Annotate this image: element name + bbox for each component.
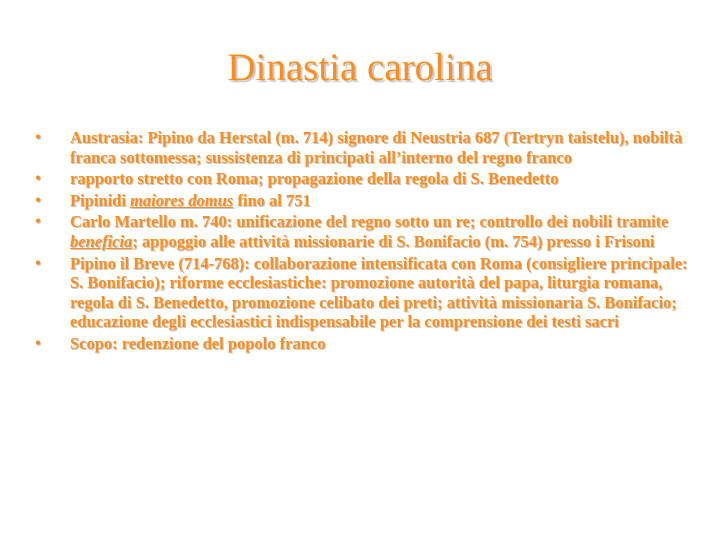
bullet-text: Pipinidi: [70, 190, 131, 210]
bullet-text: Pipino il Breve (714-768): collaborazione intensificata con Roma (consigliere principale: S. Bonifacio); riforme ecclesiastiche: promozione autorità del papa, liturgia romana, regola di S. Benedetto, promozione celibato dei preti; attività missionaria S. Bonifacio; educazione degli ecclesiastici indispensabile per la comprensione dei testi sacri: [70, 253, 688, 332]
bullet-item: [28, 128, 692, 167]
bullet-dot-icon: •: [35, 254, 41, 272]
bullet-item: [28, 334, 692, 354]
bullet-dot-icon: •: [35, 191, 41, 209]
bullet-dot-icon: •: [35, 170, 41, 188]
bullet-text: rapporto stretto con Roma; propagazione della regola di S. Benedetto: [70, 169, 559, 189]
bullet-list: [28, 128, 692, 356]
bullet-dot-icon: •: [35, 334, 41, 352]
bullet-text: Scopo: redenzione del popolo franco: [70, 333, 326, 353]
bullet-dot-icon: •: [35, 213, 41, 231]
bullet-text: Austrasia: Pipino da Herstal (m. 714) signore di Neustria 687 (Tertryn taistelu), nobiltà franca sottomessa; sussistenza di principati all’interno del regno franco: [70, 128, 683, 167]
bullet-item: [28, 191, 692, 211]
bullet-item: [28, 254, 692, 332]
bullet-item: [28, 212, 692, 251]
bullet-text: ; appoggio alle attività missionarie di S. Bonifacio (m. 754) presso i Frisoni: [132, 231, 655, 251]
bullet-text: Carlo Martello m. 740: unificazione del regno sotto un re; controllo dei nobili tramite: [70, 212, 669, 232]
bullet-text: fino al 751: [233, 190, 311, 210]
bullet-dot-icon: •: [35, 129, 41, 146]
slide-title: Dinastia carolina: [227, 46, 493, 89]
bullet-text-emphasis: beneficia: [70, 231, 133, 251]
bullet-item: [28, 169, 692, 189]
bullet-text-emphasis: maiores domus: [130, 190, 234, 210]
